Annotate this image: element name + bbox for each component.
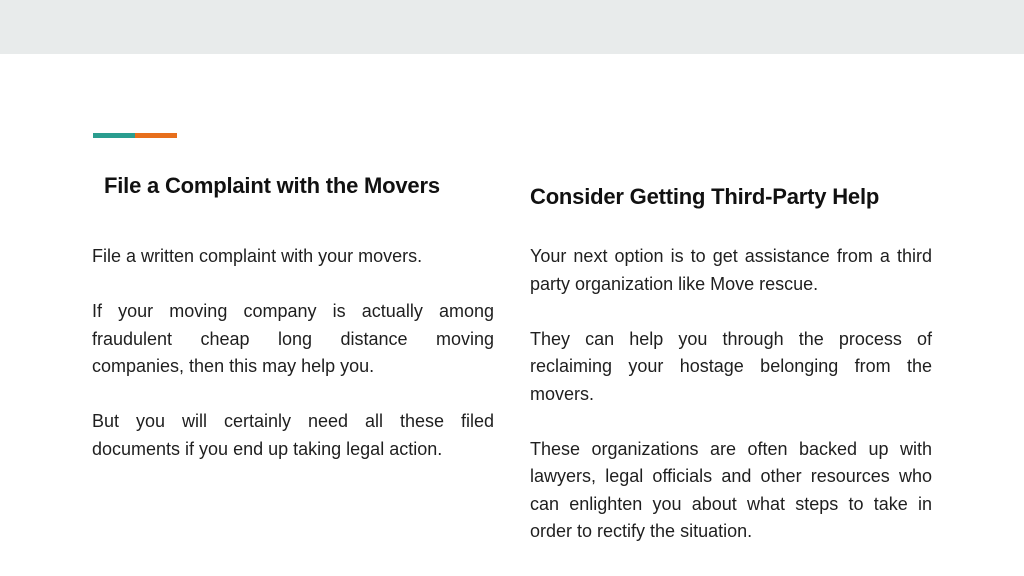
right-column [530, 243, 932, 546]
accent-bar-orange [135, 133, 177, 138]
left-column [92, 243, 494, 463]
right-paragraph-3: These organizations are often backed up with lawyers, legal officials and other resources who can enlighten you about what steps to take in order to rectify the situation. [530, 438, 932, 541]
accent-bar-teal [93, 133, 135, 138]
left-paragraph-3: But you will certainly need all these filed documents if you end up taking legal action. [92, 411, 494, 459]
left-paragraph-2: If your moving company is actually among fraudulent cheap long distance moving companies, then this may help you. [92, 301, 494, 376]
left-heading: File a Complaint with the Movers [104, 173, 440, 198]
right-paragraph-2: They can help you through the process of reclaiming your hostage belonging from the movers. [530, 328, 932, 404]
top-band [0, 0, 1024, 54]
right-paragraph-1: Your next option is to get assistance from a third party organization like Move rescue. [530, 246, 932, 294]
accent-bar [93, 133, 177, 138]
right-heading: Consider Getting Third-Party Help [530, 184, 880, 209]
left-paragraph-1: File a written complaint with your movers. [92, 246, 423, 266]
